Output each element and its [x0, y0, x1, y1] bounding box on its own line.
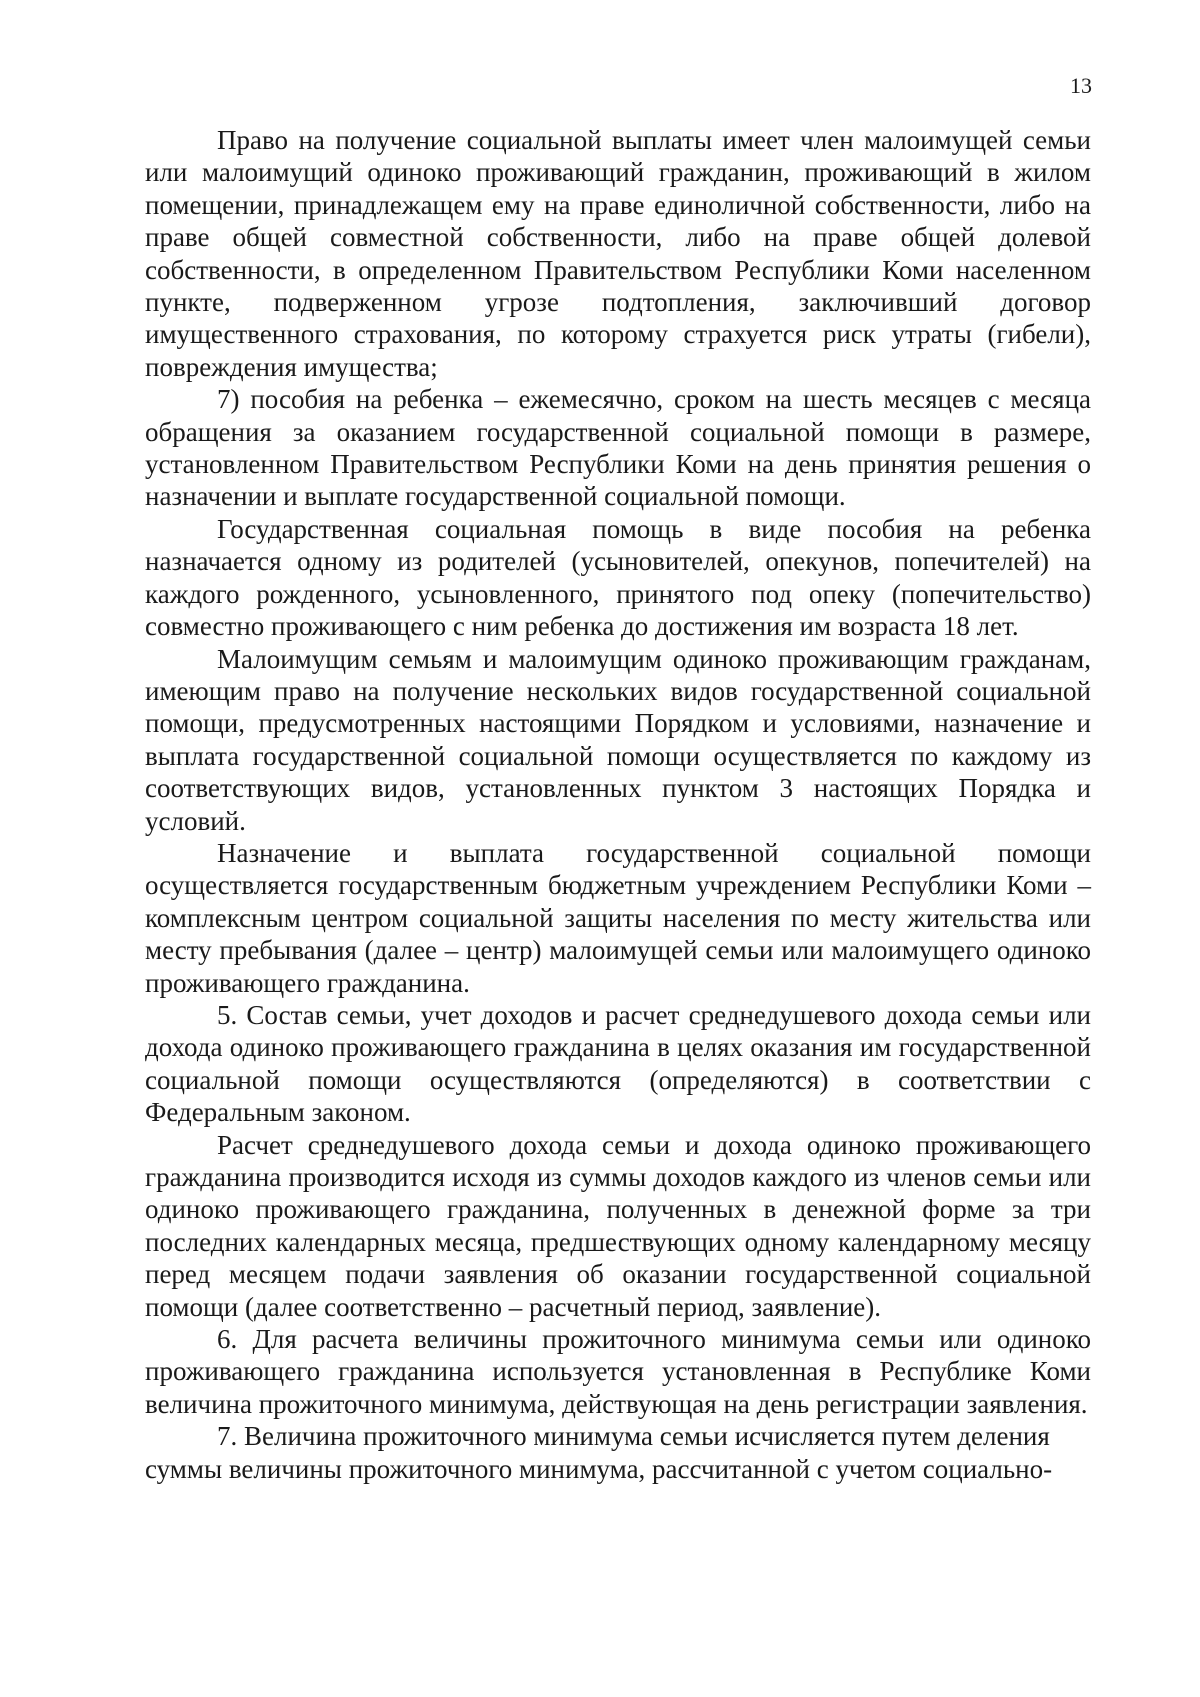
- page-number: 13: [1070, 73, 1092, 98]
- paragraph-multiple-types: Малоимущим семьям и малоимущим одиноко проживающим гражданам, имеющим право на получение нескольких видов государственной социальной помощи, предусмотренных настоящими Порядком и условиями, назначение и выплата государственной социальной помощи осуществляется по каждому из соответствующих видов, установленных пунктом 3 настоящих Порядка и условий.: [145, 643, 1091, 836]
- paragraph-social-payment-right: Право на получение социальной выплаты имеет член малоимущей семьи или малоимущий одиноко проживающий гражданин, проживающий в жилом помещении, принадлежащем ему на праве единоличной собственности, либо на праве общей совместной собственности, либо на праве общей долевой собственности, в определенном Правительством Республики Коми населенном пункте, подверженном угрозе подтопления, заключивший договор имущественного страхования, по которому страхуется риск утраты (гибели), повреждения имущества;: [145, 125, 1091, 382]
- paragraph-item-5: 5. Состав семьи, учет доходов и расчет среднедушевого дохода семьи или дохода одиноко проживающего гражданина в целях оказания им государственной социальной помощи осуществляются (определяются) в соответствии с Федеральным законом.: [145, 999, 1091, 1128]
- document-body: [145, 124, 1091, 1485]
- paragraph-item-6: 6. Для расчета величины прожиточного минимума семьи или одиноко проживающего гражданина используется установленная в Республике Коми величина прожиточного минимума, действующая на день регистрации заявления.: [145, 1324, 1091, 1419]
- paragraph-child-allowance-recipient: Государственная социальная помощь в виде пособия на ребенка назначается одному из родителей (усыновителей, опекунов, попечителей) на каждого рожденного, усыновленного, принятого под опеку (попечительство) совместно проживающего с ним ребенка до достижения им возраста 18 лет.: [145, 513, 1091, 642]
- paragraph-item-7: 7. Величина прожиточного минимума семьи исчисляется путем деления суммы величины прожиточного минимума, рассчитанной с учетом социально-: [145, 1421, 1053, 1484]
- paragraph-child-allowance: 7) пособия на ребенка – ежемесячно, сроком на шесть месяцев с месяца обращения за оказанием государственной социальной помощи в размере, установленном Правительством Республики Коми на день принятия решения о назначении и выплате государственной социальной помощи.: [145, 384, 1091, 512]
- paragraph-income-calculation: Расчет среднедушевого дохода семьи и дохода одиноко проживающего гражданина производится исходя из суммы доходов каждого из членов семьи или одиноко проживающего гражданина, полученных в денежной форме за три последних календарных месяца, предшествующих одному календарному месяцу перед месяцем подачи заявления об оказании государственной социальной помощи (далее соответственно – расчетный период, заявление).: [145, 1129, 1091, 1322]
- paragraph-assignment-center: Назначение и выплата государственной социальной помощи осуществляется государственным бюджетным учреждением Республики Коми – комплексным центром социальной защиты населения по месту жительства или месту пребывания (далее – центр) малоимущей семьи или малоимущего одиноко проживающего гражданина.: [145, 837, 1091, 998]
